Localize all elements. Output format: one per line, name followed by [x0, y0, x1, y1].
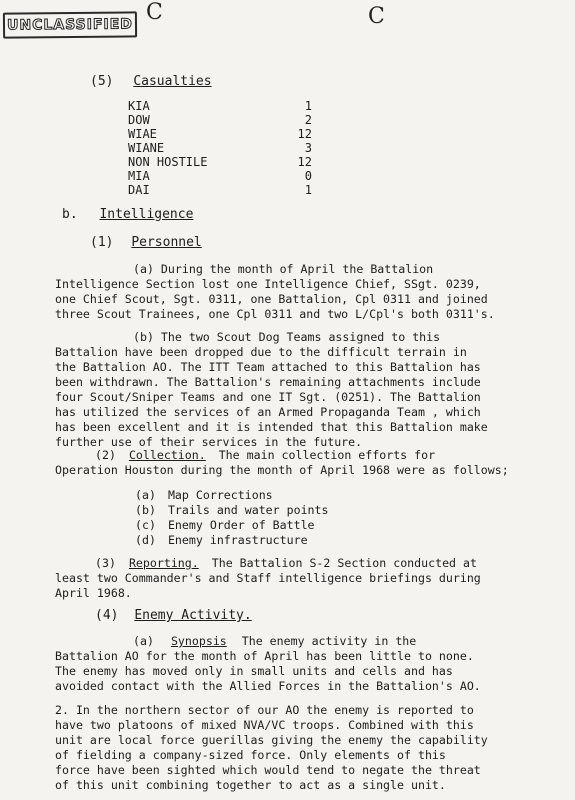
intelligence-title: Intelligence — [99, 207, 194, 222]
synopsis-title: Synopsis — [170, 634, 227, 648]
casualty-row: KIA 1 — [128, 99, 312, 113]
list-item: (c) Enemy Order of Battle — [135, 518, 315, 532]
casualties-heading — [90, 74, 212, 89]
enemy-activity-number: (4) — [95, 608, 119, 623]
enemy-synopsis-paragraph: (a) Synopsis The enemy activity in the Battalion AO for the month of April has been little to none. The enemy has moved only in small units and cells and has avoided contact with the Allied Forces in the Battalion's AO. — [55, 634, 481, 693]
collection-paragraph: (2) Collection. The main collection efforts for Operation Houston during the month of April 1968 were as follows; — [55, 448, 509, 477]
reporting-number: (3) — [95, 556, 116, 570]
personnel-heading — [90, 235, 202, 250]
collection-title: Collection. — [128, 448, 206, 462]
list-item: (d) Enemy infrastructure — [135, 533, 308, 547]
casualties-table — [128, 99, 312, 197]
casualty-row: NON HOSTILE 12 — [128, 155, 312, 169]
collection-list — [135, 488, 329, 548]
personnel-number: (1) — [90, 235, 114, 250]
casualties-title: Casualties — [133, 74, 212, 89]
casualty-row: WIAE 12 — [128, 127, 312, 141]
personnel-title: Personnel — [131, 235, 202, 250]
personnel-paragraph-a: (a) During the month of April the Battalion Intelligence Section lost one Intelligence Chief, SSgt. 0239, one Chief Scout, Sgt. 0311, one Battalion, Cpl 0311 and joined three Scout Trainees, one Cpl 0311 and two L/Cpl's both 0311's. — [55, 262, 495, 321]
reporting-title: Reporting. — [128, 556, 199, 570]
casualty-row: MIA 0 — [128, 169, 312, 183]
personnel-paragraph-b: (b) The two Scout Dog Teams assigned to this Battalion have been dropped due to the difficult terrain in the Battalion AO. The ITT Team attached to this Battalion has been withdrawn. The Battalion's remaining attachments include four Scout/Sniper Teams and one IT Sgt. (0251). The Battalion has utilized the services of an Armed Propaganda Team , which has been excellent and it is intended that this Battalion make further use of their services in the future. — [55, 330, 488, 449]
casualty-row: DOW 2 — [128, 113, 312, 127]
list-item: (a) Map Corrections — [135, 488, 273, 502]
intelligence-heading — [62, 207, 193, 222]
enemy-activity-heading — [95, 608, 252, 623]
collection-number: (2) — [95, 448, 116, 462]
corner-mark-left: C — [146, 0, 163, 25]
casualty-row: WIANE 3 — [128, 141, 312, 155]
enemy-paragraph-2: 2. In the northern sector of our AO the enemy is reported to have two platoons of mixed NVA/VC troops. Combined with this unit are local force guerillas giving the enemy the capability of fielding a company-sized force. Only elements of this force have been sighted which would tend to negate the threat of this unit combining together to act as a single unit. — [55, 703, 488, 792]
corner-mark-right: C — [368, 4, 385, 29]
casualties-number: (5) — [90, 74, 114, 89]
reporting-paragraph: (3) Reporting. The Battalion S-2 Section conducted at least two Commander's and Staff intelligence briefings during April 1968. — [55, 556, 481, 600]
casualty-row: DAI 1 — [128, 183, 312, 197]
enemy-activity-title: Enemy Activity. — [134, 608, 252, 623]
classification-stamp: UNCLASSIFIED — [3, 11, 137, 38]
intelligence-number: b. — [62, 207, 78, 222]
list-item: (b) Trails and water points — [135, 503, 329, 517]
